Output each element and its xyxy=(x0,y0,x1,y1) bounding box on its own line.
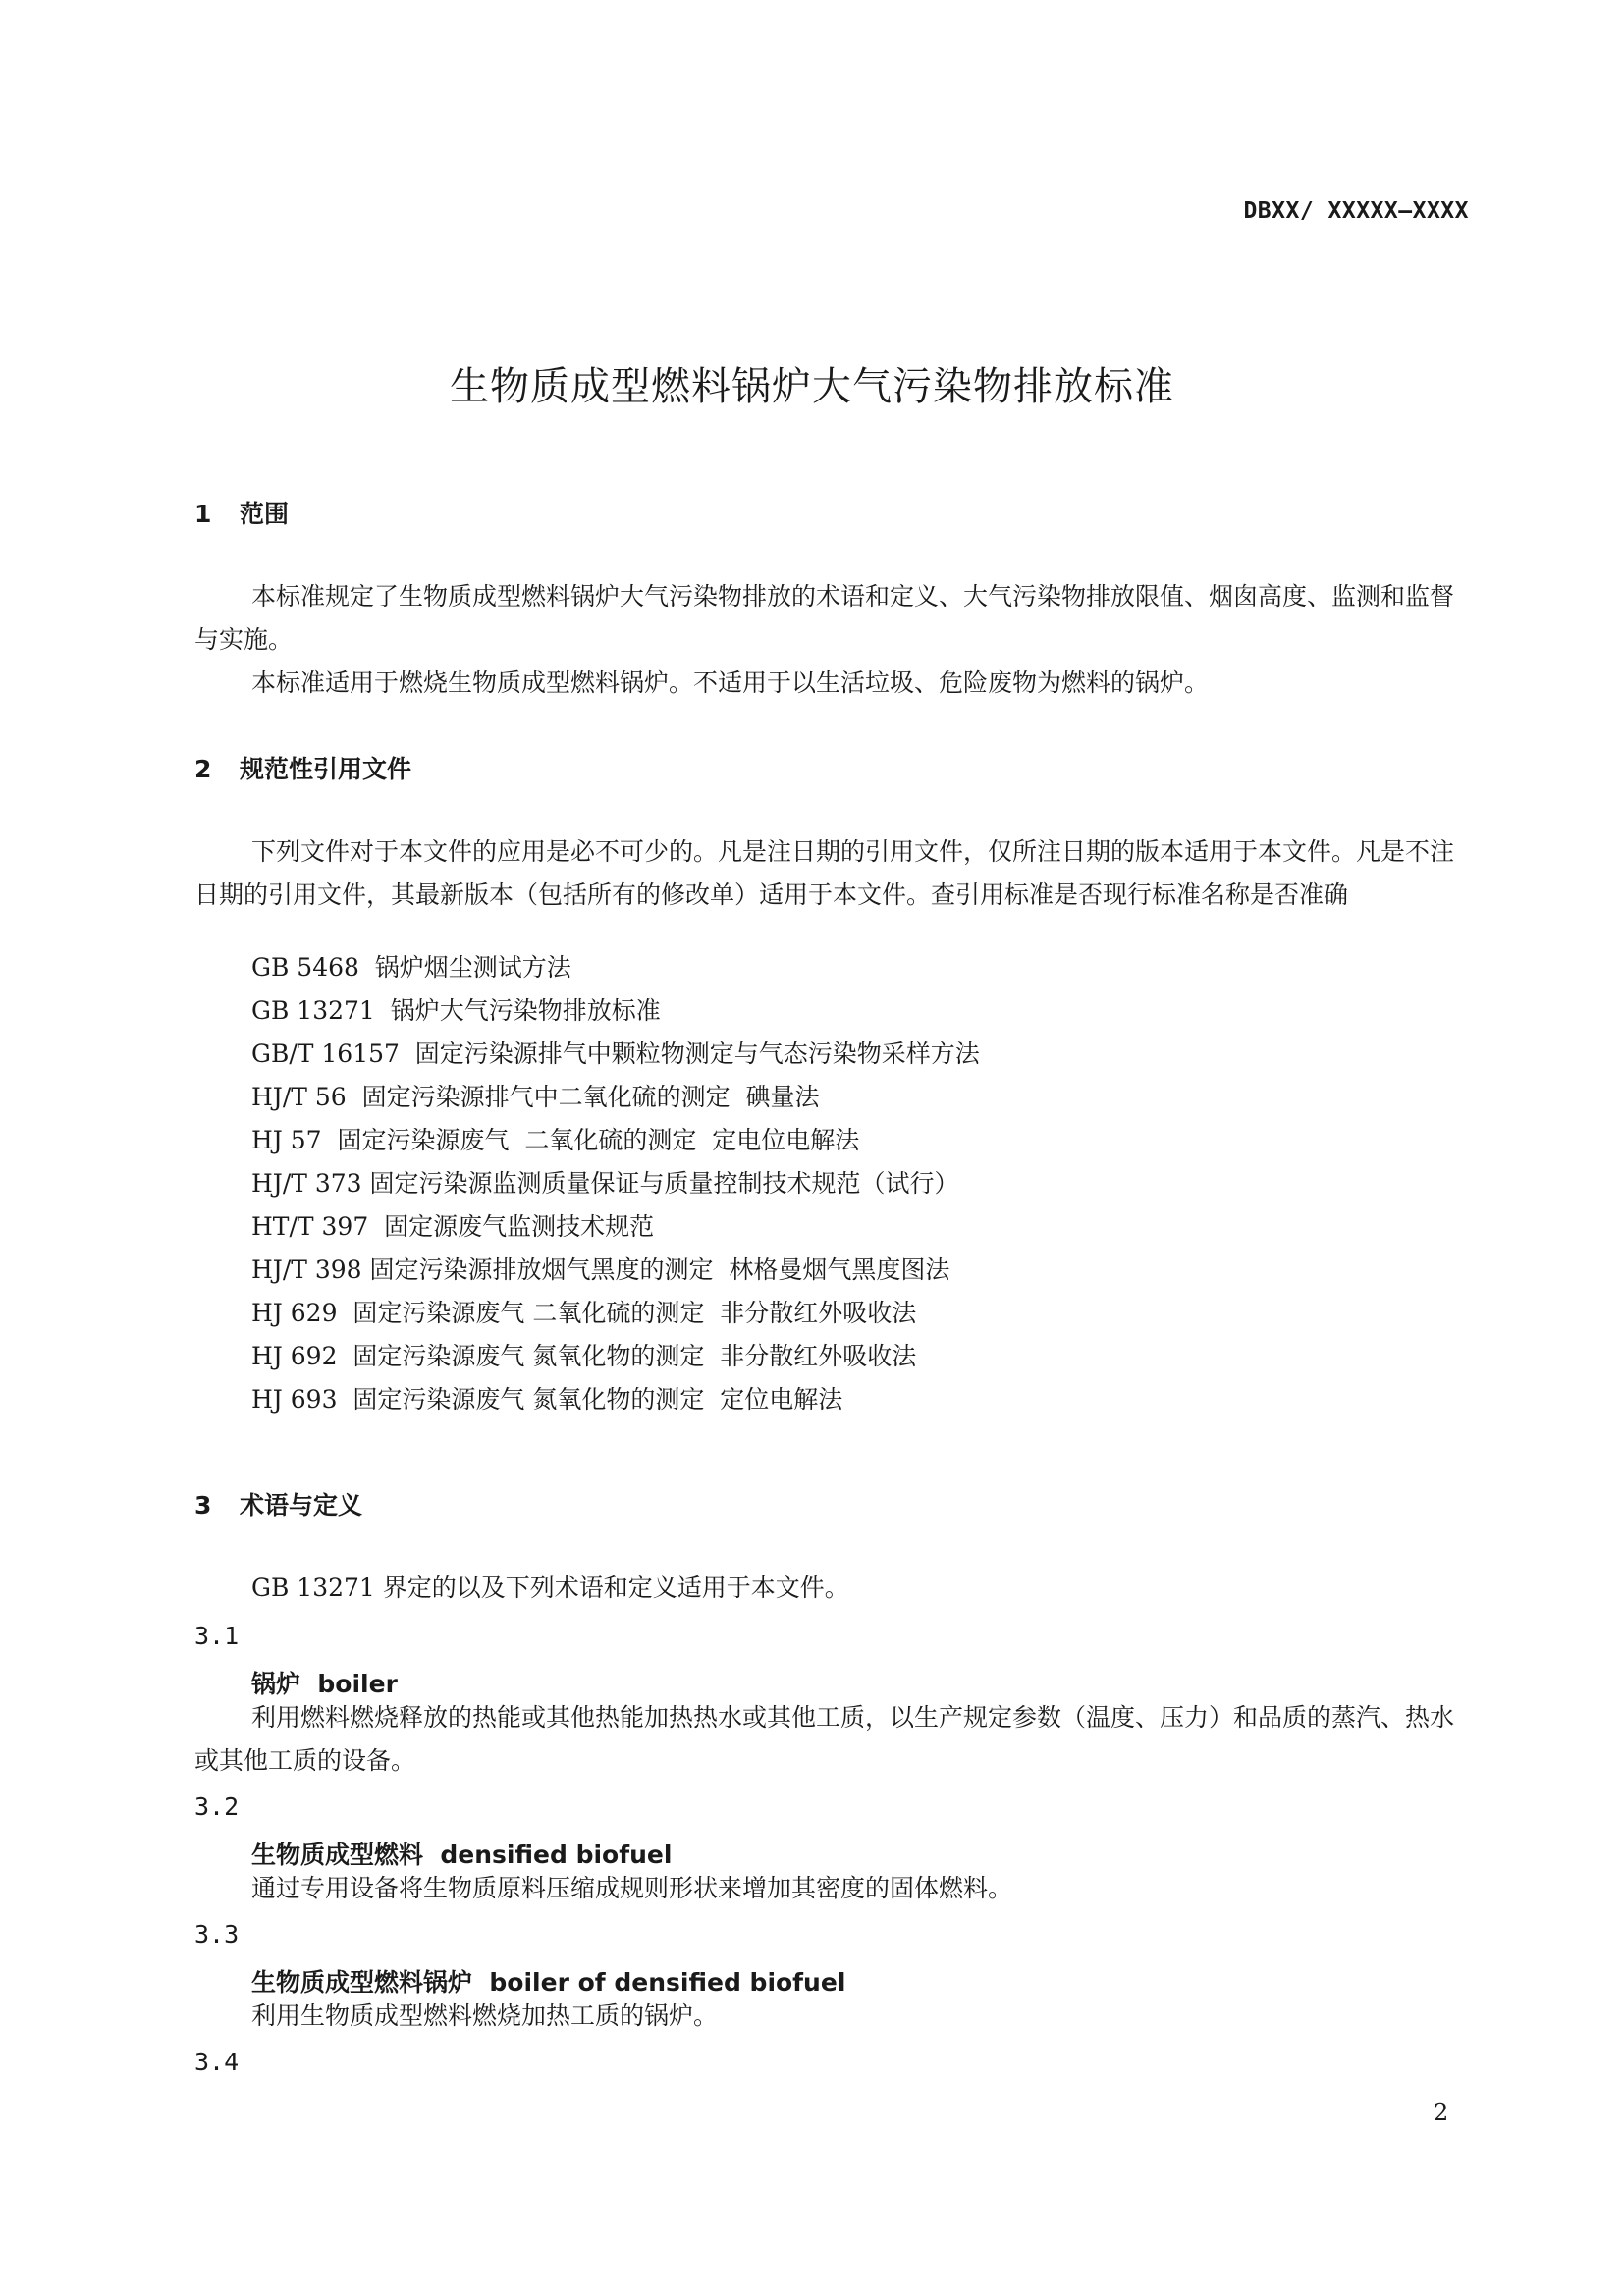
term-definition: 通过专用设备将生物质原料压缩成规则形状来增加其密度的固体燃料。 xyxy=(251,1874,1013,1902)
scope-paragraph-1: 本标准规定了生物质成型燃料锅炉大气污染物排放的术语和定义、大气污染物排放限值、烟囱高度、监测和监督与实施。 xyxy=(194,582,1455,654)
section-heading-scope xyxy=(194,495,289,530)
page-number: 2 xyxy=(1434,2099,1449,2126)
reference-item: GB 13271 锅炉大气污染物排放标准 xyxy=(251,996,661,1025)
term-number: 3.3 xyxy=(194,1920,240,1949)
reference-item: HT/T 397 固定源废气监测技术规范 xyxy=(251,1212,655,1241)
document-title: 生物质成型燃料锅炉大气污染物排放标准 xyxy=(450,364,1174,409)
section-number: 1 xyxy=(194,500,212,528)
reference-list xyxy=(251,946,980,1421)
reference-item: HJ 692 固定污染源废气 氮氧化物的测定 非分散红外吸收法 xyxy=(251,1342,917,1370)
reference-item: HJ/T 373 固定污染源监测质量保证与质量控制技术规范（试行） xyxy=(251,1169,959,1198)
term-name: 锅炉 boiler xyxy=(251,1670,398,1698)
references-intro-paragraph: 下列文件对于本文件的应用是必不可少的。凡是注日期的引用文件，仅所注日期的版本适用于本文件。凡是不注日期的引用文件，其最新版本（包括所有的修改单）适用于本文件。查引用标准是否现行标准名称是否准确 xyxy=(194,837,1455,909)
reference-item: GB 5468 锅炉烟尘测试方法 xyxy=(251,953,571,982)
section-number: 3 xyxy=(194,1491,212,1520)
reference-item: GB/T 16157 固定污染源排气中颗粒物测定与气态污染物采样方法 xyxy=(251,1040,980,1068)
page-code: DBXX/ XXXXX—XXXX xyxy=(1243,198,1469,224)
reference-item: HJ/T 398 固定污染源排放烟气黑度的测定 林格曼烟气黑度图法 xyxy=(251,1255,950,1284)
term-definition: 利用生物质成型燃料燃烧加热工质的锅炉。 xyxy=(251,2002,719,2030)
section-number: 2 xyxy=(194,755,212,783)
scope-paragraph-2: 本标准适用于燃烧生物质成型燃料锅炉。不适用于以生活垃圾、危险废物为燃料的锅炉。 xyxy=(251,668,1210,697)
section-heading-terms-definitions xyxy=(194,1486,362,1522)
section-title: 规范性引用文件 xyxy=(240,755,412,783)
section-heading-normative-references xyxy=(194,750,411,785)
term-name: 生物质成型燃料 densified biofuel xyxy=(251,1841,673,1869)
section-title: 术语与定义 xyxy=(240,1491,363,1520)
reference-item: HJ 629 固定污染源废气 二氧化硫的测定 非分散红外吸收法 xyxy=(251,1299,917,1327)
reference-item: HJ 693 固定污染源废气 氮氧化物的测定 定位电解法 xyxy=(251,1385,843,1414)
term-number: 3.2 xyxy=(194,1792,240,1821)
term-number: 3.1 xyxy=(194,1622,240,1650)
reference-item: HJ/T 56 固定污染源排气中二氧化硫的测定 碘量法 xyxy=(251,1083,820,1111)
term-name: 生物质成型燃料锅炉 boiler of densified biofuel xyxy=(251,1968,846,1997)
terms-intro-paragraph: GB 13271 界定的以及下列术语和定义适用于本文件。 xyxy=(251,1574,849,1602)
section-title: 范围 xyxy=(240,500,290,528)
term-definition: 利用燃料燃烧释放的热能或其他热能加热热水或其他工质，以生产规定参数（温度、压力）和品质的蒸汽、热水或其他工质的设备。 xyxy=(194,1703,1455,1775)
term-number: 3.4 xyxy=(194,2048,240,2076)
reference-item: HJ 57 固定污染源废气 二氧化硫的测定 定电位电解法 xyxy=(251,1126,860,1154)
